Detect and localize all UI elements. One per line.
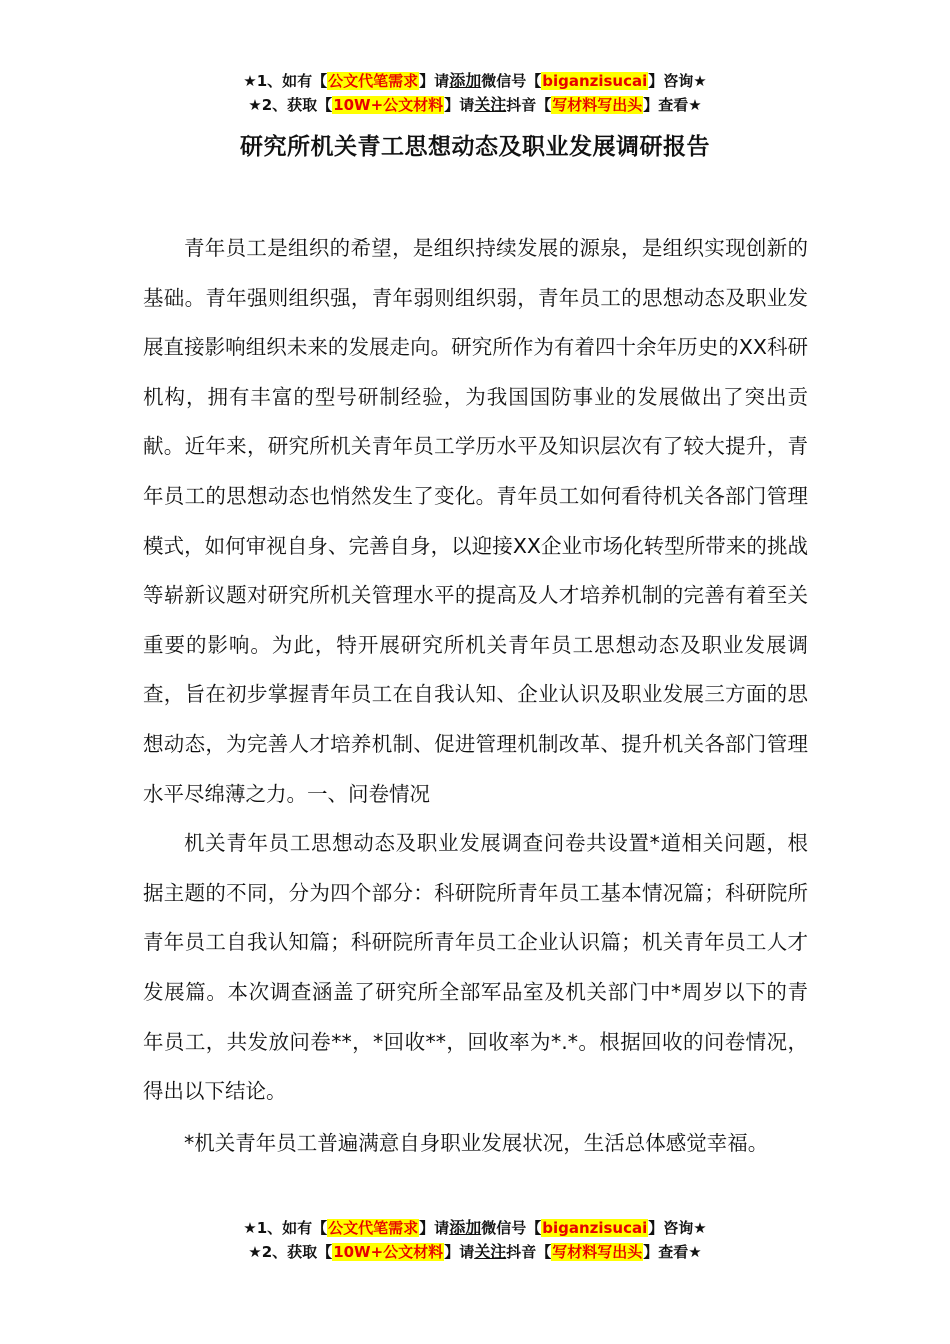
top-banner	[0, 69, 950, 117]
banner-line-2	[0, 93, 950, 117]
banner-emphasis: 关注	[474, 1242, 507, 1261]
banner-text: 】请	[444, 96, 475, 114]
banner-text: 】查看★	[643, 1243, 702, 1261]
bottom-banner	[0, 1216, 950, 1264]
banner-highlight: 写材料写出头	[552, 96, 643, 114]
banner-highlight: biganzisucai	[542, 1219, 648, 1237]
banner-highlight: 10W+公文材料	[333, 1243, 444, 1261]
body-paragraph: *机关青年员工普遍满意自身职业发展状况，生活总体感觉幸福。	[184, 1130, 769, 1155]
banner-text: ★2、获取【	[248, 1243, 333, 1261]
banner-text: 微信号【	[481, 1219, 542, 1237]
banner-highlight: 公文代笔需求	[328, 72, 419, 90]
banner-text: ★1、如有【	[243, 1219, 328, 1237]
body-paragraph: 机关青年员工思想动态及职业发展调查问卷共设置*道相关问题，根据主题的不同，分为四个部分：科研院所青年员工基本情况篇；科研院所青年员工自我认知篇；科研院所青年员工企业认识篇；机关青年员工人才发展篇。本次调查涵盖了研究所全部军品室及机关部门中*周岁以下的青年员工，共发放问卷**，*回收**，回收率为*.*。根据回收的问卷情况，得出以下结论。	[143, 831, 808, 1104]
banner-emphasis: 添加	[449, 71, 482, 90]
banner-text: ★1、如有【	[243, 72, 328, 90]
banner-emphasis: 关注	[474, 95, 507, 114]
banner-highlight: biganzisucai	[542, 72, 648, 90]
banner-text: 抖音【	[506, 1243, 552, 1261]
banner-line-1	[0, 1216, 950, 1240]
document-body	[143, 224, 808, 1168]
banner-text: 】请	[419, 1219, 450, 1237]
banner-text: 抖音【	[506, 96, 552, 114]
document-title: 研究所机关青工思想动态及职业发展调研报告	[240, 134, 710, 160]
banner-text: 】请	[419, 72, 450, 90]
banner-text: 】咨询★	[648, 1219, 707, 1237]
banner-text: 微信号【	[481, 72, 542, 90]
banner-highlight: 公文代笔需求	[328, 1219, 419, 1237]
body-paragraph: 青年员工是组织的希望，是组织持续发展的源泉，是组织实现创新的基础。青年强则组织强，青年弱则组织弱，青年员工的思想动态及职业发展直接影响组织未来的发展走向。研究所作为有着四十余年历史的XX科研机构，拥有丰富的型号研制经验，为我国国防事业的发展做出了突出贡献。近年来，研究所机关青年员工学历水平及知识层次有了较大提升，青年员工的思想动态也悄然发生了变化。青年员工如何看待机关各部门管理模式，如何审视自身、完善自身，以迎接XX企业市场化转型所带来的挑战等崭新议题对研究所机关管理水平的提高及人才培养机制的完善有着至关重要的影响。为此，特开展研究所机关青年员工思想动态及职业发展调查，旨在初步掌握青年员工在自我认知、企业认识及职业发展三方面的思想动态，为完善人才培养机制、促进管理机制改革、提升机关各部门管理水平尽绵薄之力。一、问卷情况	[143, 236, 808, 806]
banner-text: 】咨询★	[648, 72, 707, 90]
banner-line-2	[0, 1240, 950, 1264]
banner-line-1	[0, 69, 950, 93]
banner-highlight: 写材料写出头	[552, 1243, 643, 1261]
banner-text: 】请	[444, 1243, 475, 1261]
banner-emphasis: 添加	[449, 1218, 482, 1237]
banner-text: 】查看★	[643, 96, 702, 114]
banner-highlight: 10W+公文材料	[333, 96, 444, 114]
banner-text: ★2、获取【	[248, 96, 333, 114]
